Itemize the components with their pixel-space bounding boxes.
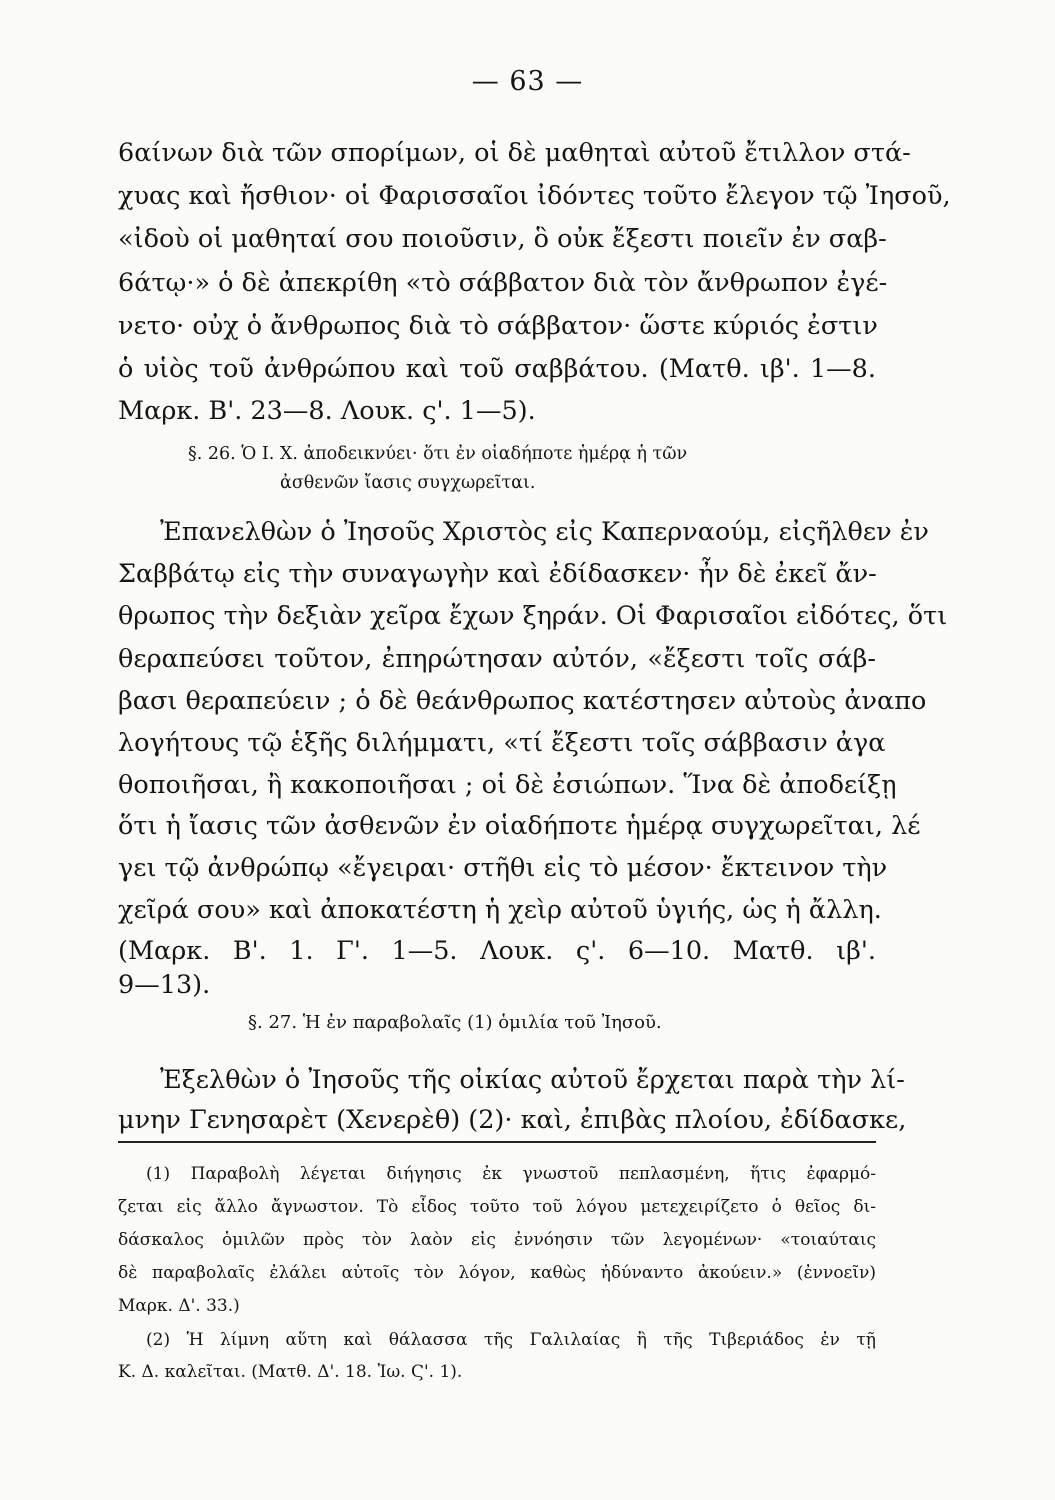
text-line: 9—13).: [118, 970, 211, 1000]
text-line: χεῖρά σου» καὶ ἀποκατέστη ἡ χεὶρ αὐτοῦ ὑγιής, ὡς ἡ ἄλλη.: [118, 895, 882, 925]
footnote-divider: [118, 1141, 876, 1143]
text-line: Ἐξελθὼν ὁ Ἰησοῦς τῆς οἰκίας αὐτοῦ ἔρχεται παρὰ τὴν λί-: [160, 1065, 905, 1095]
text-line: Ἐπανελθὼν ὁ Ἰησοῦς Χριστὸς εἰς Καπερναούμ, εἰςῆλθεν ἐν: [160, 517, 929, 547]
text-line: μνην Γενησαρὲτ (Χενερὲθ) (2)· καὶ, ἐπιβὰς πλοίου, ἐδίδασκε,: [118, 1105, 907, 1135]
text-line: 6άτῳ·» ὁ δὲ ἀπεκρίθη «τὸ σάββατον διὰ τὸν ἄνθρωπον ἐγέ-: [118, 268, 888, 298]
footnote-line: (1) Παραβολὴ λέγεται διήγησις ἐκ γνωστοῦ πεπλασμένη, ἥτις ἐφαρμό-: [146, 1164, 876, 1184]
text-line: θοποιῆσαι, ἢ κακοποιῆσαι ; οἱ δὲ ἐσιώπων. Ἵνα δὲ ἀποδείξῃ: [118, 770, 897, 800]
footnote-line: ζεται εἰς ἄλλο ἄγνωστον. Τὸ εἶδος τοῦτο τοῦ λόγου μετεχειρίζετο ὁ θεῖος δι-: [118, 1197, 876, 1217]
text-line: λογήτους τῷ ἑξῆς διλήμματι, «τί ἔξεστι τοῖς σάββασιν ἀγα: [118, 728, 886, 758]
text-line: νετο· οὐχ ὁ ἄνθρωπος διὰ τὸ σάββατον· ὥστε κύριός ἐστιν: [118, 311, 878, 341]
text-line: «ἰδοὺ οἱ μαθηταί σου ποιοῦσιν, ὃ οὐκ ἔξεστι ποιεῖν ἐν σαβ-: [118, 224, 887, 254]
text-line: βασι θεραπεύειν ; ὁ δὲ θεάνθρωπος κατέστησεν αὐτοὺς ἀναπο: [118, 686, 927, 716]
section-heading: ἀσθενῶν ἴασις συγχωρεῖται.: [280, 473, 536, 493]
footnote-line: (2) Ἡ λίμνη αὕτη καὶ θάλασσα τῆς Γαλιλαίας ἢ τῆς Τιβεριάδος ἐν τῇ: [146, 1330, 876, 1350]
text-line: (Μαρκ. Β'. 1. Γ'. 1—5. Λουκ. ς'. 6—10. Ματθ. ιβ'.: [118, 936, 876, 966]
text-line: ὅτι ἡ ἴασις τῶν ἀσθενῶν ἐν οἱαδήποτε ἡμέρᾳ συγχωρεῖται, λέ: [118, 811, 921, 841]
text-line: θρωπος τὴν δεξιὰν χεῖρα ἔχων ξηράν. Οἱ Φαρισαῖοι εἰδότες, ὅτι: [118, 601, 948, 631]
footnote-line: δὲ παραβολαῖς ἐλάλει αὐτοῖς τὸν λόγον, καθὼς ἠδύναντο ἀκούειν.» (ἐννοεῖν): [118, 1263, 876, 1283]
text-line: χυας καὶ ἤσθιον· οἱ Φαρισσαῖοι ἰδόντες τοῦτο ἔλεγον τῷ Ἰησοῦ,: [118, 181, 951, 211]
page-number: — 63 —: [471, 66, 584, 97]
section-heading: §. 26. Ὁ Ι. Χ. ἀποδεικνύει· ὅτι ἐν οἱαδήποτε ἡμέρᾳ ἡ τῶν: [188, 444, 688, 464]
text-line: ὁ υἱὸς τοῦ ἀνθρώπου καὶ τοῦ σαββάτου. (Ματθ. ιβ'. 1—8.: [118, 354, 876, 384]
text-line: 6αίνων διὰ τῶν σπορίμων, οἱ δὲ μαθηταὶ αὐτοῦ ἔτιλλον στά-: [118, 138, 911, 168]
footnote-line: Μαρκ. Δ'. 33.): [118, 1296, 240, 1316]
text-line: θεραπεύσει τοῦτον, ἐπηρώτησαν αὐτόν, «ἔξεστι τοῖς σάβ-: [118, 644, 876, 674]
text-line: Σαββάτῳ εἰς τὴν συναγωγὴν καὶ ἐδίδασκεν· ἦν δὲ ἐκεῖ ἄν-: [118, 559, 877, 589]
text-line: γει τῷ ἀνθρώπῳ «ἔγειραι· στῆθι εἰς τὸ μέσον· ἔκτεινον τὴν: [118, 853, 888, 883]
footnote-line: δάσκαλος ὁμιλῶν πρὸς τὸν λαὸν εἰς ἐννόησιν τῶν λεγομένων· «τοιαύταις: [118, 1230, 876, 1250]
section-heading: §. 27. Ἡ ἐν παραβολαῖς (1) ὁμιλία τοῦ Ἰησοῦ.: [248, 1012, 662, 1033]
text-line: Μαρκ. Β'. 23—8. Λουκ. ς'. 1—5).: [118, 396, 536, 426]
footnote-line: Κ. Δ. καλεῖται. (Ματθ. Δ'. 18. Ἰω. Ϛ'. 1).: [118, 1362, 463, 1382]
